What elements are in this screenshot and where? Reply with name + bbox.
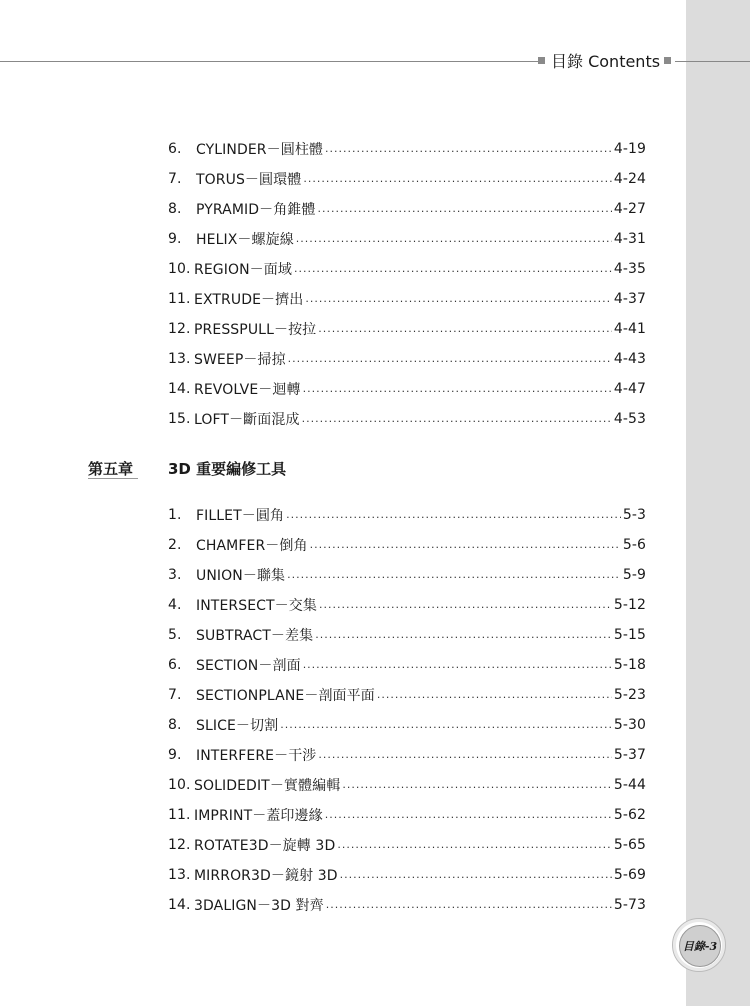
toc-entry-title: INTERFERE－干涉 <box>196 748 317 764</box>
toc-leader-dots <box>288 352 612 370</box>
toc-leader-dots <box>296 232 612 250</box>
toc-leader-dots <box>340 868 612 886</box>
toc-entry-title: EXTRUDE－擠出 <box>194 292 304 308</box>
toc-entry-title: INTERSECT－交集 <box>196 598 317 614</box>
page-number-label: 目錄-3 <box>679 925 721 967</box>
toc-entry-page: 5-73 <box>613 897 646 913</box>
toc-entry-number: 9. <box>168 747 182 763</box>
toc-entry[interactable] <box>168 378 646 400</box>
toc-entry-title: REVOLVE－迴轉 <box>194 382 301 398</box>
toc-entry-number: 1. <box>168 507 182 523</box>
toc-entry-number: 6. <box>168 657 182 673</box>
toc-entry-number: 6. <box>168 141 182 157</box>
toc-entry-title: PYRAMID－角錐體 <box>196 202 316 218</box>
toc-entry-number: 13. <box>168 351 191 367</box>
header-square-icon <box>664 57 671 64</box>
toc-entry-page: 5-65 <box>613 837 646 853</box>
toc-entry-number: 11. <box>168 807 191 823</box>
toc-leader-dots <box>326 898 612 916</box>
toc-entry-number: 14. <box>168 897 191 913</box>
toc-entry-title: SOLIDEDIT－實體編輯 <box>194 778 341 794</box>
toc-entry[interactable] <box>168 834 646 856</box>
header-square-icon <box>538 57 545 64</box>
toc-entry-title: SECTION－剖面 <box>196 658 301 674</box>
toc-entry-page: 4-47 <box>613 381 646 397</box>
toc-entry-page: 4-35 <box>613 261 646 277</box>
toc-entry-page: 5-3 <box>622 507 646 523</box>
toc-entry-number: 15. <box>168 411 191 427</box>
header-title: 目錄 Contents <box>551 51 661 71</box>
toc-entry-number: 7. <box>168 171 182 187</box>
toc-entry-number: 3. <box>168 567 182 583</box>
running-header <box>538 49 675 71</box>
toc-leader-dots <box>342 778 611 796</box>
toc-entry-title: HELIX－螺旋線 <box>196 232 294 248</box>
toc-entry[interactable] <box>168 714 646 736</box>
toc-entry-title: CHAMFER－倒角 <box>196 538 308 554</box>
toc-entry-number: 4. <box>168 597 182 613</box>
toc-entry[interactable] <box>168 138 646 160</box>
toc-leader-dots <box>325 142 612 160</box>
toc-entry-title: SLICE－切割 <box>196 718 279 734</box>
toc-entry-title: SECTIONPLANE－剖面平面 <box>196 688 375 704</box>
toc-entry-page: 5-37 <box>613 747 646 763</box>
toc-entry-page: 4-37 <box>613 291 646 307</box>
toc-entry-title: IMPRINT－蓋印邊緣 <box>194 808 323 824</box>
toc-entry[interactable] <box>168 228 646 250</box>
toc-entry[interactable] <box>168 348 646 370</box>
toc-entry-page: 4-24 <box>613 171 646 187</box>
page-number-badge <box>672 918 726 972</box>
toc-leader-dots <box>318 748 611 766</box>
toc-entry[interactable] <box>168 774 646 796</box>
chapter-label-underline <box>88 478 138 479</box>
toc-entry[interactable] <box>168 804 646 826</box>
toc-leader-dots <box>303 658 612 676</box>
toc-entry[interactable] <box>168 624 646 646</box>
toc-leader-dots <box>318 322 612 340</box>
toc-leader-dots <box>325 808 612 826</box>
toc-entry[interactable] <box>168 534 646 556</box>
toc-leader-dots <box>315 628 612 646</box>
toc-entry-number: 14. <box>168 381 191 397</box>
toc-entry-number: 10. <box>168 261 191 277</box>
toc-entry[interactable] <box>168 318 646 340</box>
toc-leader-dots <box>377 688 612 706</box>
toc-entry-number: 11. <box>168 291 191 307</box>
toc-leader-dots <box>310 538 621 556</box>
toc-entry-title: CYLINDER－圓柱體 <box>196 142 324 158</box>
toc-entry-number: 13. <box>168 867 191 883</box>
toc-entry[interactable] <box>168 684 646 706</box>
toc-leader-dots <box>319 598 612 616</box>
toc-entry[interactable] <box>168 408 646 430</box>
toc-entry-page: 4-41 <box>613 321 646 337</box>
toc-entry-number: 10. <box>168 777 191 793</box>
toc-entry[interactable] <box>168 594 646 616</box>
toc-entry[interactable] <box>168 258 646 280</box>
toc-entry[interactable] <box>168 654 646 676</box>
toc-entry-number: 5. <box>168 627 182 643</box>
toc-leader-dots <box>286 508 621 526</box>
chapter-title: 3D 重要編修工具 <box>168 459 287 478</box>
toc-entry-title: SWEEP－掃掠 <box>194 352 286 368</box>
toc-entry-page: 4-31 <box>613 231 646 247</box>
toc-leader-dots <box>305 292 611 310</box>
toc-entry-number: 12. <box>168 837 191 853</box>
toc-leader-dots <box>280 718 612 736</box>
toc-entry-number: 9. <box>168 231 182 247</box>
toc-leader-dots <box>303 382 612 400</box>
toc-entry[interactable] <box>168 168 646 190</box>
toc-entry[interactable] <box>168 864 646 886</box>
toc-entry-title: UNION－聯集 <box>196 568 286 584</box>
toc-entry[interactable] <box>168 894 646 916</box>
toc-entry-page: 5-15 <box>613 627 646 643</box>
toc-leader-dots <box>294 262 612 280</box>
chapter-label: 第五章 <box>88 459 134 478</box>
toc-entry-title: TORUS－圓環體 <box>196 172 302 188</box>
toc-entry-number: 8. <box>168 201 182 217</box>
right-margin-band <box>686 0 750 1006</box>
toc-entry-title: SUBTRACT－差集 <box>196 628 314 644</box>
toc-entry-page: 5-6 <box>622 537 646 553</box>
toc-entry-page: 4-19 <box>613 141 646 157</box>
toc-leader-dots <box>337 838 611 856</box>
toc-entry-number: 12. <box>168 321 191 337</box>
toc-entry-number: 2. <box>168 537 182 553</box>
toc-entry-title: REGION－面域 <box>194 262 292 278</box>
toc-entry-title: MIRROR3D－鏡射 3D <box>194 868 338 884</box>
toc-leader-dots <box>287 568 621 586</box>
toc-entry-title: FILLET－圓角 <box>196 508 285 524</box>
toc-entry-page: 4-27 <box>613 201 646 217</box>
toc-entry-page: 5-18 <box>613 657 646 673</box>
toc-entry-number: 7. <box>168 687 182 703</box>
toc-entry-page: 5-69 <box>613 867 646 883</box>
toc-entry[interactable] <box>168 744 646 766</box>
toc-entry-page: 5-30 <box>613 717 646 733</box>
toc-leader-dots <box>318 202 612 220</box>
toc-entry-page: 4-43 <box>613 351 646 367</box>
toc-entry-title: LOFT－斷面混成 <box>194 412 300 428</box>
toc-entry-page: 5-62 <box>613 807 646 823</box>
toc-entry-number: 8. <box>168 717 182 733</box>
toc-entry-page: 5-23 <box>613 687 646 703</box>
toc-entry[interactable] <box>168 288 646 310</box>
toc-entry-title: ROTATE3D－旋轉 3D <box>194 838 336 854</box>
chapter-heading[interactable] <box>88 456 568 480</box>
toc-entry-title: PRESSPULL－按拉 <box>194 322 317 338</box>
toc-entry-page: 4-53 <box>613 411 646 427</box>
toc-entry-title: 3DALIGN－3D 對齊 <box>194 898 324 914</box>
toc-entry-page: 5-12 <box>613 597 646 613</box>
toc-leader-dots <box>303 172 611 190</box>
toc-entry-page: 5-44 <box>613 777 646 793</box>
toc-entry[interactable] <box>168 504 646 526</box>
toc-leader-dots <box>302 412 612 430</box>
toc-entry[interactable] <box>168 564 646 586</box>
toc-entry[interactable] <box>168 198 646 220</box>
toc-entry-page: 5-9 <box>622 567 646 583</box>
